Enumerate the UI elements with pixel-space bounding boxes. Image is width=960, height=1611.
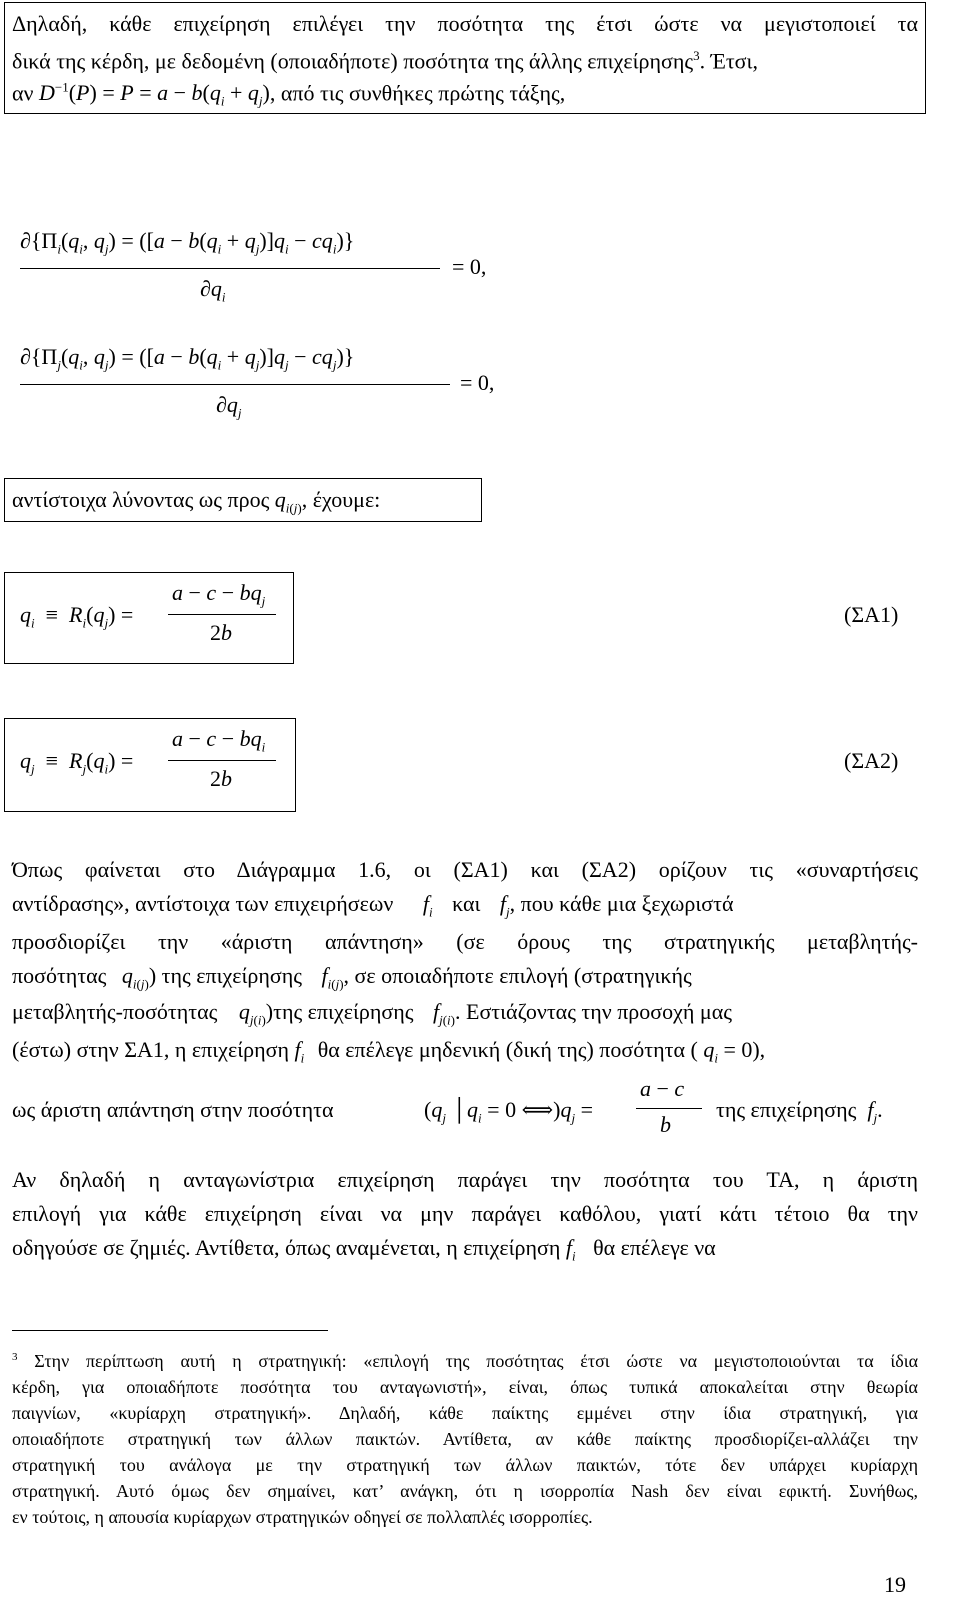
footnote-line-1: $^3$ Στην περίπτωση αυτή η στρατηγική: «επιλογή της ποσότητας έτσι ώστε να μεγιστοποιούνται τα ίδια bbox=[12, 1351, 919, 1371]
para1-line-6: (έστω) στην ΣΑ1, η επιχείρηση $f_i$ θα επέλεγε μηδενική (δική της) ποσότητα ( $q_i = 0$), bbox=[12, 1037, 766, 1066]
para2-line-2: επιλογή για κάθε επιχείρηση είναι να μην παράγει καθόλου, γιατί κάτι τέτοιο θα την bbox=[12, 1201, 918, 1226]
intro-line-3: αν $D^{-1}(P) = P = a - b(q_i + q_j)$, από τις συνθήκες πρώτης τάξης, bbox=[12, 80, 566, 109]
page-number: 19 bbox=[884, 1572, 906, 1597]
para1-line-4: ποσότητας $q_{i(j)}$) της επιχείρησης $f_{i(j)}$, σε οποιαδήποτε επιλογή (στρατηγικής bbox=[12, 963, 692, 992]
intro-line-2: δικά της κέρδη, με δεδομένη (οποιαδήποτε) ποσότητα της άλλης επιχείρησης$^3$. Έτσι, bbox=[12, 48, 758, 74]
footnote-reference: 3 bbox=[693, 48, 700, 63]
inverse-demand-formula: $D^{-1}(P) = P = a - b(q_i + q_j)$ bbox=[38, 80, 270, 109]
para1-line-2: αντίδρασης», αντίστοιχα των επιχειρήσεων $f_i$ και $f_j$, που κάθε μια ξεχωριστά bbox=[12, 891, 734, 920]
equation-label-sa2: (ΣΑ2) bbox=[844, 748, 899, 773]
para2-line-3: οδηγούσε σε ζημιές. Αντίθετα, όπως αναμένεται, η επιχείρηση $f_i$ θα επέλεγε να bbox=[12, 1235, 716, 1264]
reaction-function-2: $q_j \equiv R_j(q_i)$ = $a - c - bq_i$ 2b bbox=[20, 726, 300, 806]
reaction-function-1: $q_i \equiv R_i(q_j)$ = $a - c - bq_j$ 2b bbox=[20, 580, 300, 660]
intro-line-1: Δηλαδή, κάθε επιχείρηση επιλέγει την ποσότητα της έτσι ώστε να μεγιστοποιεί τα bbox=[12, 11, 918, 36]
equation-label-sa1: (ΣΑ1) bbox=[844, 602, 899, 627]
footnote-line-2: κέρδη, για οποιαδήποτε ποσότητα του ανταγωνιστή», είναι, όπως τυπικά αποκαλείται στην θεωρία bbox=[12, 1377, 918, 1397]
para1-line-1: Όπως φαίνεται στο Διάγραμμα 1.6, οι (ΣΑ1) και (ΣΑ2) ορίζουν τις «συναρτήσεις bbox=[12, 857, 918, 882]
footnote-line-6: στρατηγική. Αυτό όμως δεν σημαίνει, κατ’ ανάγκη, ότι η ισορροπία Nash δεν είναι εφικτή. Συνήθως, bbox=[12, 1481, 918, 1501]
footnote-line-4: οποιαδήποτε στρατηγική των άλλων παικτών. Αντίθετα, αν κάθε παίκτης προσδιορίζει-αλλάζει την bbox=[12, 1429, 918, 1449]
footnote-line-5: στρατηγική του ανάλογα με την στρατηγική των άλλων παικτών, τότε δεν υπάρχει κυρίαρχη bbox=[12, 1455, 918, 1475]
para1-line-5: μεταβλητής-ποσότητας $q_{j(i)})\tau\eta\varsigma$ επιχείρησης $f_{j(i)}$. Εστιάζοντας την προσοχή μας bbox=[12, 999, 732, 1028]
footnote bbox=[12, 1344, 918, 1530]
footnote-line-7: εν τούτοις, η απουσία κυρίαρχων στρατηγικών οδηγεί σε πολλαπλές ισορροπίες. bbox=[12, 1507, 593, 1527]
para1-line-7: ως άριστη απάντηση στην ποσότητα ($q_j$ $│q_i = 0$ $⟺)q_j$ = a − c b της επιχείρησης $f_j$. bbox=[12, 1076, 883, 1137]
foc-equation-2: $\partial\{\Pi_j(q_i$, $q_j) = ([a - b(q_i + q_j)]q_j - cq_j)$} $\partial q_j$ = 0, bbox=[20, 344, 495, 421]
para2-line-1: Αν δηλαδή η ανταγωνίστρια επιχείρηση παράγει την ποσότητα του ΤΑ, η άριστη bbox=[12, 1167, 918, 1192]
para1-line-3: προσδιορίζει την «άριστη απάντηση» (σε όρους της στρατηγικής μεταβλητής- bbox=[12, 929, 918, 954]
footnote-separator bbox=[12, 1330, 328, 1331]
footnote-line-3: παιγνίων, «κυρίαρχη στρατηγική». Δηλαδή, κάθε παίκτης εμμένει στην ίδια στρατηγική, για bbox=[12, 1403, 918, 1423]
foc-equation-1: $\partial\{\Pi_i(q_i$, $q_j) = ([a - b(q_i + q_j)]q_i - cq_i)$} $\partial q_i$ = 0, bbox=[20, 228, 487, 305]
solve-line: αντίστοιχα λύνοντας ως προς $q_{i(j)}$, έχουμε: bbox=[12, 487, 381, 516]
